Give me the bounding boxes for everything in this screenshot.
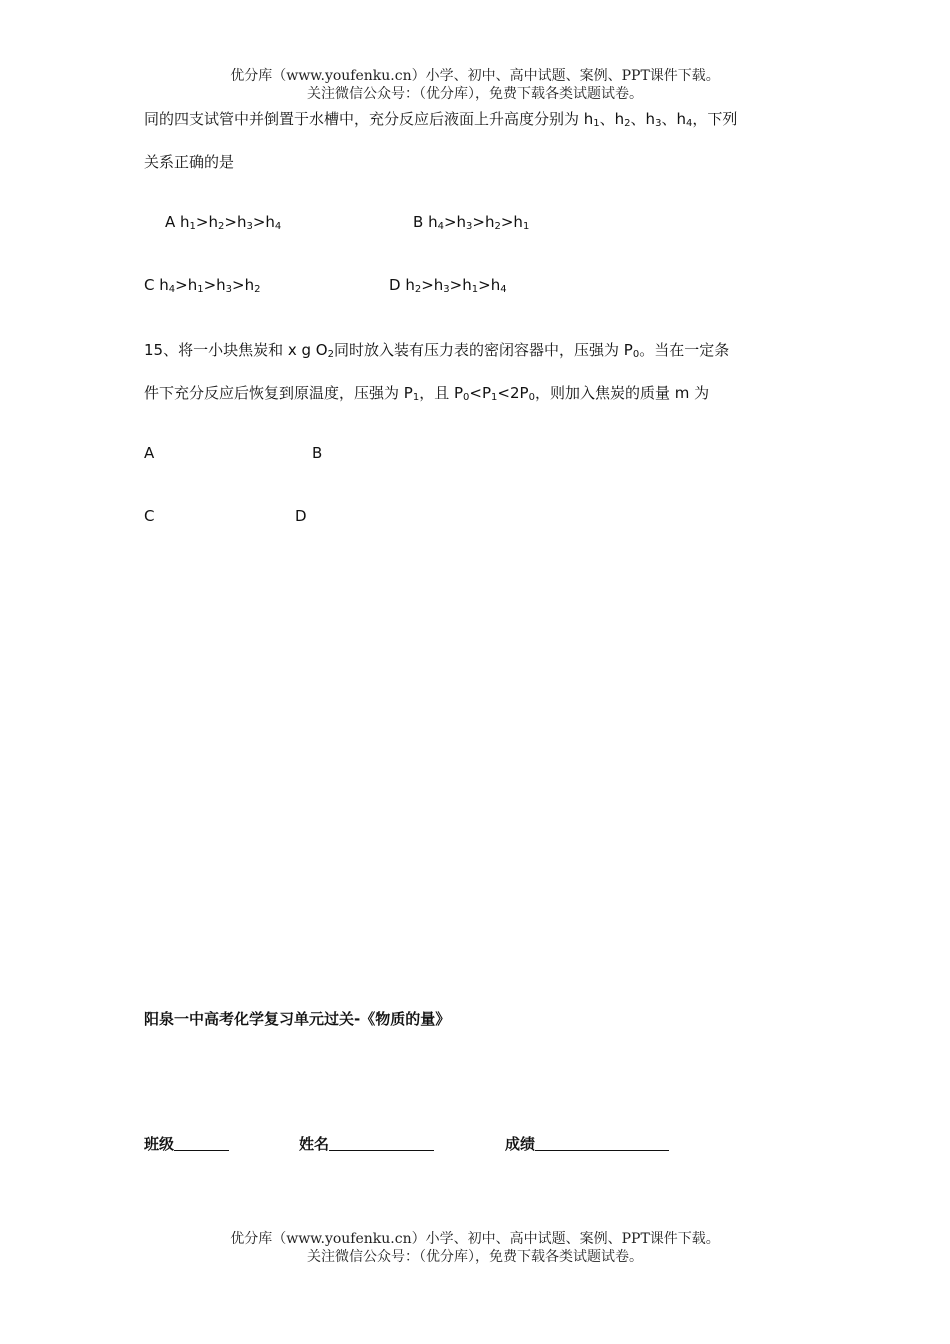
header-line-1: 优分库（www.youfenku.cn）小学、初中、高中试题、案例、PPT课件下载。 [230,68,720,84]
footer-banner [0,1230,950,1266]
section-title: 阳泉一中高考化学复习单元过关-《物质的量》 [144,1010,451,1028]
q14-option-a: A $h_1>h_2>h_3>h_4$ [165,213,282,232]
score-blank [535,1136,669,1151]
class-label: 班级 [144,1135,175,1153]
header-banner [0,67,950,103]
name-blank [329,1136,434,1151]
q15-option-c: C [144,507,155,525]
name-field [299,1133,434,1154]
q15-option-d: D [295,507,307,525]
q14-text-line-2: 关系正确的是 [144,153,235,171]
q15-option-b: B [312,444,323,462]
q14-option-b: B $h_4>h_3>h_2>h_1$ [413,213,530,232]
q15-option-a: A [144,444,155,462]
q14-text-line-1: 同的四支试管中并倒置于水槽中，充分反应后液面上升高度分别为 $h_1$、$h_2$、$h_3$、$h_4$，下列 [144,110,738,129]
header-line-2: 关注微信公众号：（优分库），免费下载各类试题试卷。 [307,86,643,102]
q15-text-line-1: 15、将一小块焦炭和 x g $O_2$同时放入装有压力表的密闭容器中，压强为 $P_0$。当在一定条 [144,341,730,360]
q14-option-c: C $h_4>h_1>h_3>h_2$ [144,276,261,295]
footer-line-2: 关注微信公众号：（优分库），免费下载各类试题试卷。 [307,1249,643,1265]
score-field [505,1133,669,1154]
class-blank [174,1136,229,1151]
name-label: 姓名 [299,1135,330,1153]
class-field [144,1133,229,1154]
score-label: 成绩 [505,1135,536,1153]
q15-text-line-2: 件下充分反应后恢复到原温度，压强为 $P_1$，且 $P_0<P_1<2P_0$，则加入焦炭的质量 m 为 [144,384,710,403]
q14-option-d: D $h_2>h_3>h_1>h_4$ [389,276,507,295]
footer-line-1: 优分库（www.youfenku.cn）小学、初中、高中试题、案例、PPT课件下载。 [230,1231,720,1247]
